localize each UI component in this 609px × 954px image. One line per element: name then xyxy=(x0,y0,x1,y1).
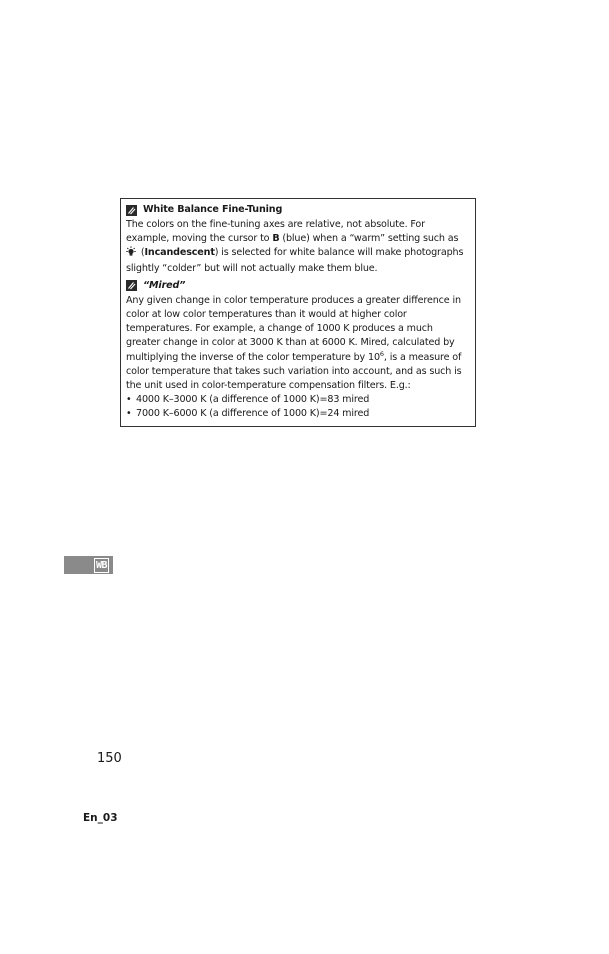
note-line: example, moving the cursor to B (blue) when a “warm” setting such as xyxy=(126,233,459,245)
note-box xyxy=(120,198,476,427)
note-header-mired xyxy=(126,279,470,293)
file-code: En_03 xyxy=(83,812,118,824)
section-tab-white-balance xyxy=(64,556,113,574)
wb-icon: WB xyxy=(95,560,107,571)
pencil-icon xyxy=(126,280,137,291)
incandescent-icon xyxy=(126,246,136,261)
note-title: White Balance Fine-Tuning xyxy=(143,203,283,215)
bullet-icon: • xyxy=(126,394,132,406)
note-line: Any given change in color temperature produces a greater difference in xyxy=(126,294,461,306)
note-line: temperatures. For example, a change of 1000 K produces a much xyxy=(126,323,433,335)
page-number: 150 xyxy=(97,751,122,766)
note-line: greater change in color at 3000 K than at 6000 K. Mired, calculated by xyxy=(126,337,455,349)
note-line: the unit used in color-temperature compensation filters. E.g.: xyxy=(126,380,411,392)
note-header-fine-tuning xyxy=(126,203,470,217)
pencil-icon xyxy=(126,205,137,216)
note-line: slightly “colder” but will not actually make them blue. xyxy=(126,262,378,274)
bullet-icon: • xyxy=(126,408,132,420)
list-item: • 4000 K–3000 K (a difference of 1000 K)=83 mired xyxy=(126,393,470,407)
note-title: “Mired” xyxy=(143,279,186,291)
note-line: color at low color temperatures than it would at higher color xyxy=(126,309,407,321)
note-line: (Incandescent) is selected for white balance will make photographs xyxy=(126,246,470,261)
list-item: • 7000 K–6000 K (a difference of 1000 K)=24 mired xyxy=(126,407,470,421)
note-line: The colors on the fine-tuning axes are relative, not absolute. For xyxy=(126,219,425,230)
note-line: multiplying the inverse of the color temperature by $10^6$, is a measure of xyxy=(126,349,462,363)
note-line: color temperature that takes such variation into account, and as such is xyxy=(126,365,462,377)
